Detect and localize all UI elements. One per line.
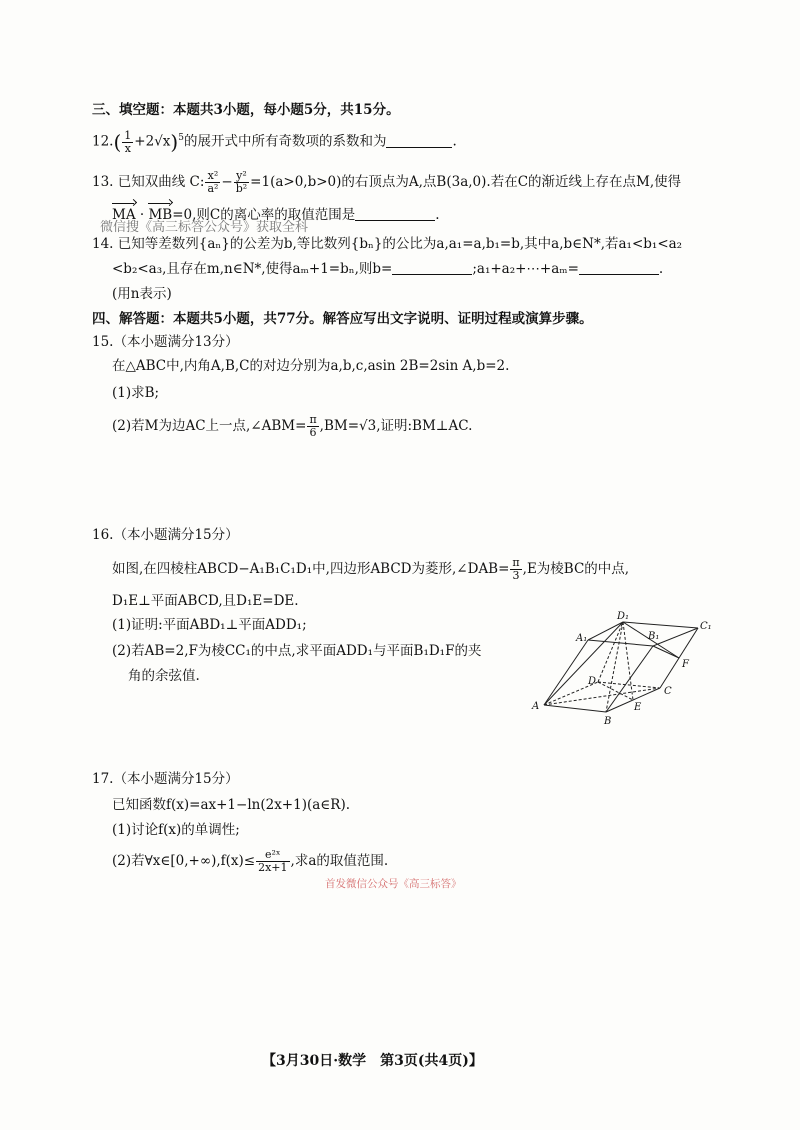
segment-ac: [544, 688, 660, 705]
question-14-line-3: (用n表示): [112, 286, 172, 302]
question-16-part-2-cont: 角的余弦值.: [128, 668, 200, 684]
q17-fraction: $\frac{\text{e²ˣ}}{2x+1}$: [258, 848, 288, 874]
segment-b1f: [653, 646, 679, 658]
question-15-part-2: (2)若M为边AC上一点,∠ABM= $\frac{\pi}{6}$ ,BM=√3,证明:BM⊥AC.: [112, 413, 473, 439]
edge-a1d1: [588, 622, 623, 640]
question-14-line-2: <b₂<a₃,且存在m,n∈N*,使得aₘ+1=bₙ,则b= ;a₁+a₂+⋯+aₘ= .: [112, 261, 664, 277]
question-16-line-2: D₁E⊥平面ABCD,且D₁E=DE.: [112, 593, 299, 609]
question-16-title: 16.（本小题满分15分）: [92, 527, 239, 543]
label-b: B: [604, 716, 612, 727]
q14-answer-blank-b[interactable]: [392, 260, 472, 275]
question-15-part-1: (1)求B;: [112, 385, 160, 401]
question-13-line-2: MA · MB=0,则C的离心率的取值范围是 .: [112, 207, 440, 223]
q13-fraction-y: $\frac{\text{y²}}{\text{b²}}$: [235, 169, 248, 195]
edge-ab: [544, 705, 606, 712]
q13-answer-blank[interactable]: [355, 206, 435, 221]
q15-fraction: $\frac{\pi}{6}$: [309, 413, 317, 439]
q12-expression: +2√x: [134, 133, 171, 150]
vector-mb: MB: [148, 207, 173, 223]
vector-ma: MA: [112, 207, 136, 223]
question-16-part-1: (1)证明:平面ABD₁⊥平面ADD₁;: [112, 617, 307, 633]
segment-de: [598, 682, 633, 700]
watermark-text: 微信搜《高三标答公众号》获取全科: [100, 220, 309, 235]
q16-fraction: $\frac{\pi}{3}$: [512, 556, 520, 582]
segment-d1b: [606, 622, 623, 712]
question-16-line-1: 如图,在四棱柱ABCD−A₁B₁C₁D₁中,四边形ABCD为菱形,∠DAB= $\frac{\pi}{3}$ ,E为棱BC的中点,: [112, 556, 630, 582]
question-14-line-1: 14. 已知等差数列{aₙ}的公差为b,等比数列{bₙ}的公比为a,a₁=a,b₁=b,其中a,b∈N*,若a₁<b₁<a₂: [92, 236, 683, 252]
question-17-part-1: (1)讨论f(x)的单调性;: [112, 822, 240, 838]
label-d1: D₁: [617, 611, 630, 622]
label-b1: B₁: [648, 631, 660, 642]
question-16-part-2: (2)若AB=2,F为棱CC₁的中点,求平面ADD₁与平面B₁D₁F的夹: [112, 643, 482, 659]
section-4-heading: 四、解答题：本题共5小题，共77分。解答应写出文字说明、证明过程或演算步骤。: [92, 311, 593, 327]
question-17-body: 已知函数f(x)=ax+1−ln(2x+1)(a∈R).: [112, 797, 351, 813]
q13-fraction-x: $\frac{\text{x²}}{\text{a²}}$: [207, 169, 219, 195]
q12-number: 12.: [92, 133, 114, 150]
label-e: E: [634, 702, 642, 713]
edge-b1c1: [653, 628, 698, 646]
question-12: 12.( $\frac{1}{x}$ +2√x)$^5$的展开式中所有奇数项的系数和为 .: [92, 128, 457, 155]
label-f: F: [682, 659, 689, 670]
section-3-heading: 三、填空题：本题共3小题，每小题5分，共15分。: [92, 102, 400, 118]
question-13-line-1: 13. 已知双曲线 C: $\frac{\text{x²}}{\text{a²}}$ − $\frac{\text{y²}}{\text{b²}}$ =1(a>0,b>0)的右顶点为A,点B(3a,0).若在C的渐近线上存在点M,使得: [92, 169, 682, 195]
edge-dd1: [598, 622, 623, 682]
label-d: D: [588, 676, 597, 687]
label-a: A: [532, 701, 540, 712]
label-c1: C₁: [700, 621, 712, 632]
label-c: C: [664, 686, 672, 697]
edge-a1b1: [588, 640, 653, 646]
edge-aa1: [544, 640, 588, 705]
q12-text: 的展开式中所有奇数项的系数和为: [183, 133, 387, 150]
q14-answer-blank-sum[interactable]: [579, 260, 659, 275]
segment-d1e: [623, 622, 633, 700]
page-footer: 【3月30日·数学 第3页(共4页)】: [262, 1053, 483, 1069]
q12-answer-blank[interactable]: [386, 133, 452, 148]
prism-figure: [528, 610, 718, 727]
q12-fraction: $\frac{1}{x}$: [124, 128, 132, 155]
question-15-title: 15.（本小题满分13分）: [92, 334, 239, 350]
question-15-body: 在△ABC中,内角A,B,C的对边分别为a,b,c,asin 2B=2sin A,b=2.: [112, 358, 510, 374]
label-a1: A₁: [576, 633, 588, 644]
question-17-part-2: (2)若∀x∈[0,+∞),f(x)≤ $\frac{\text{e²ˣ}}{2x+1}$ ,求a的取值范围.: [112, 848, 389, 874]
edge-d1c1: [623, 622, 698, 628]
question-17-title: 17.（本小题满分15分）: [92, 771, 239, 787]
watermark-red-text: 首发微信公众号《高三标答》: [325, 878, 462, 890]
q12-power: 5: [178, 133, 184, 143]
